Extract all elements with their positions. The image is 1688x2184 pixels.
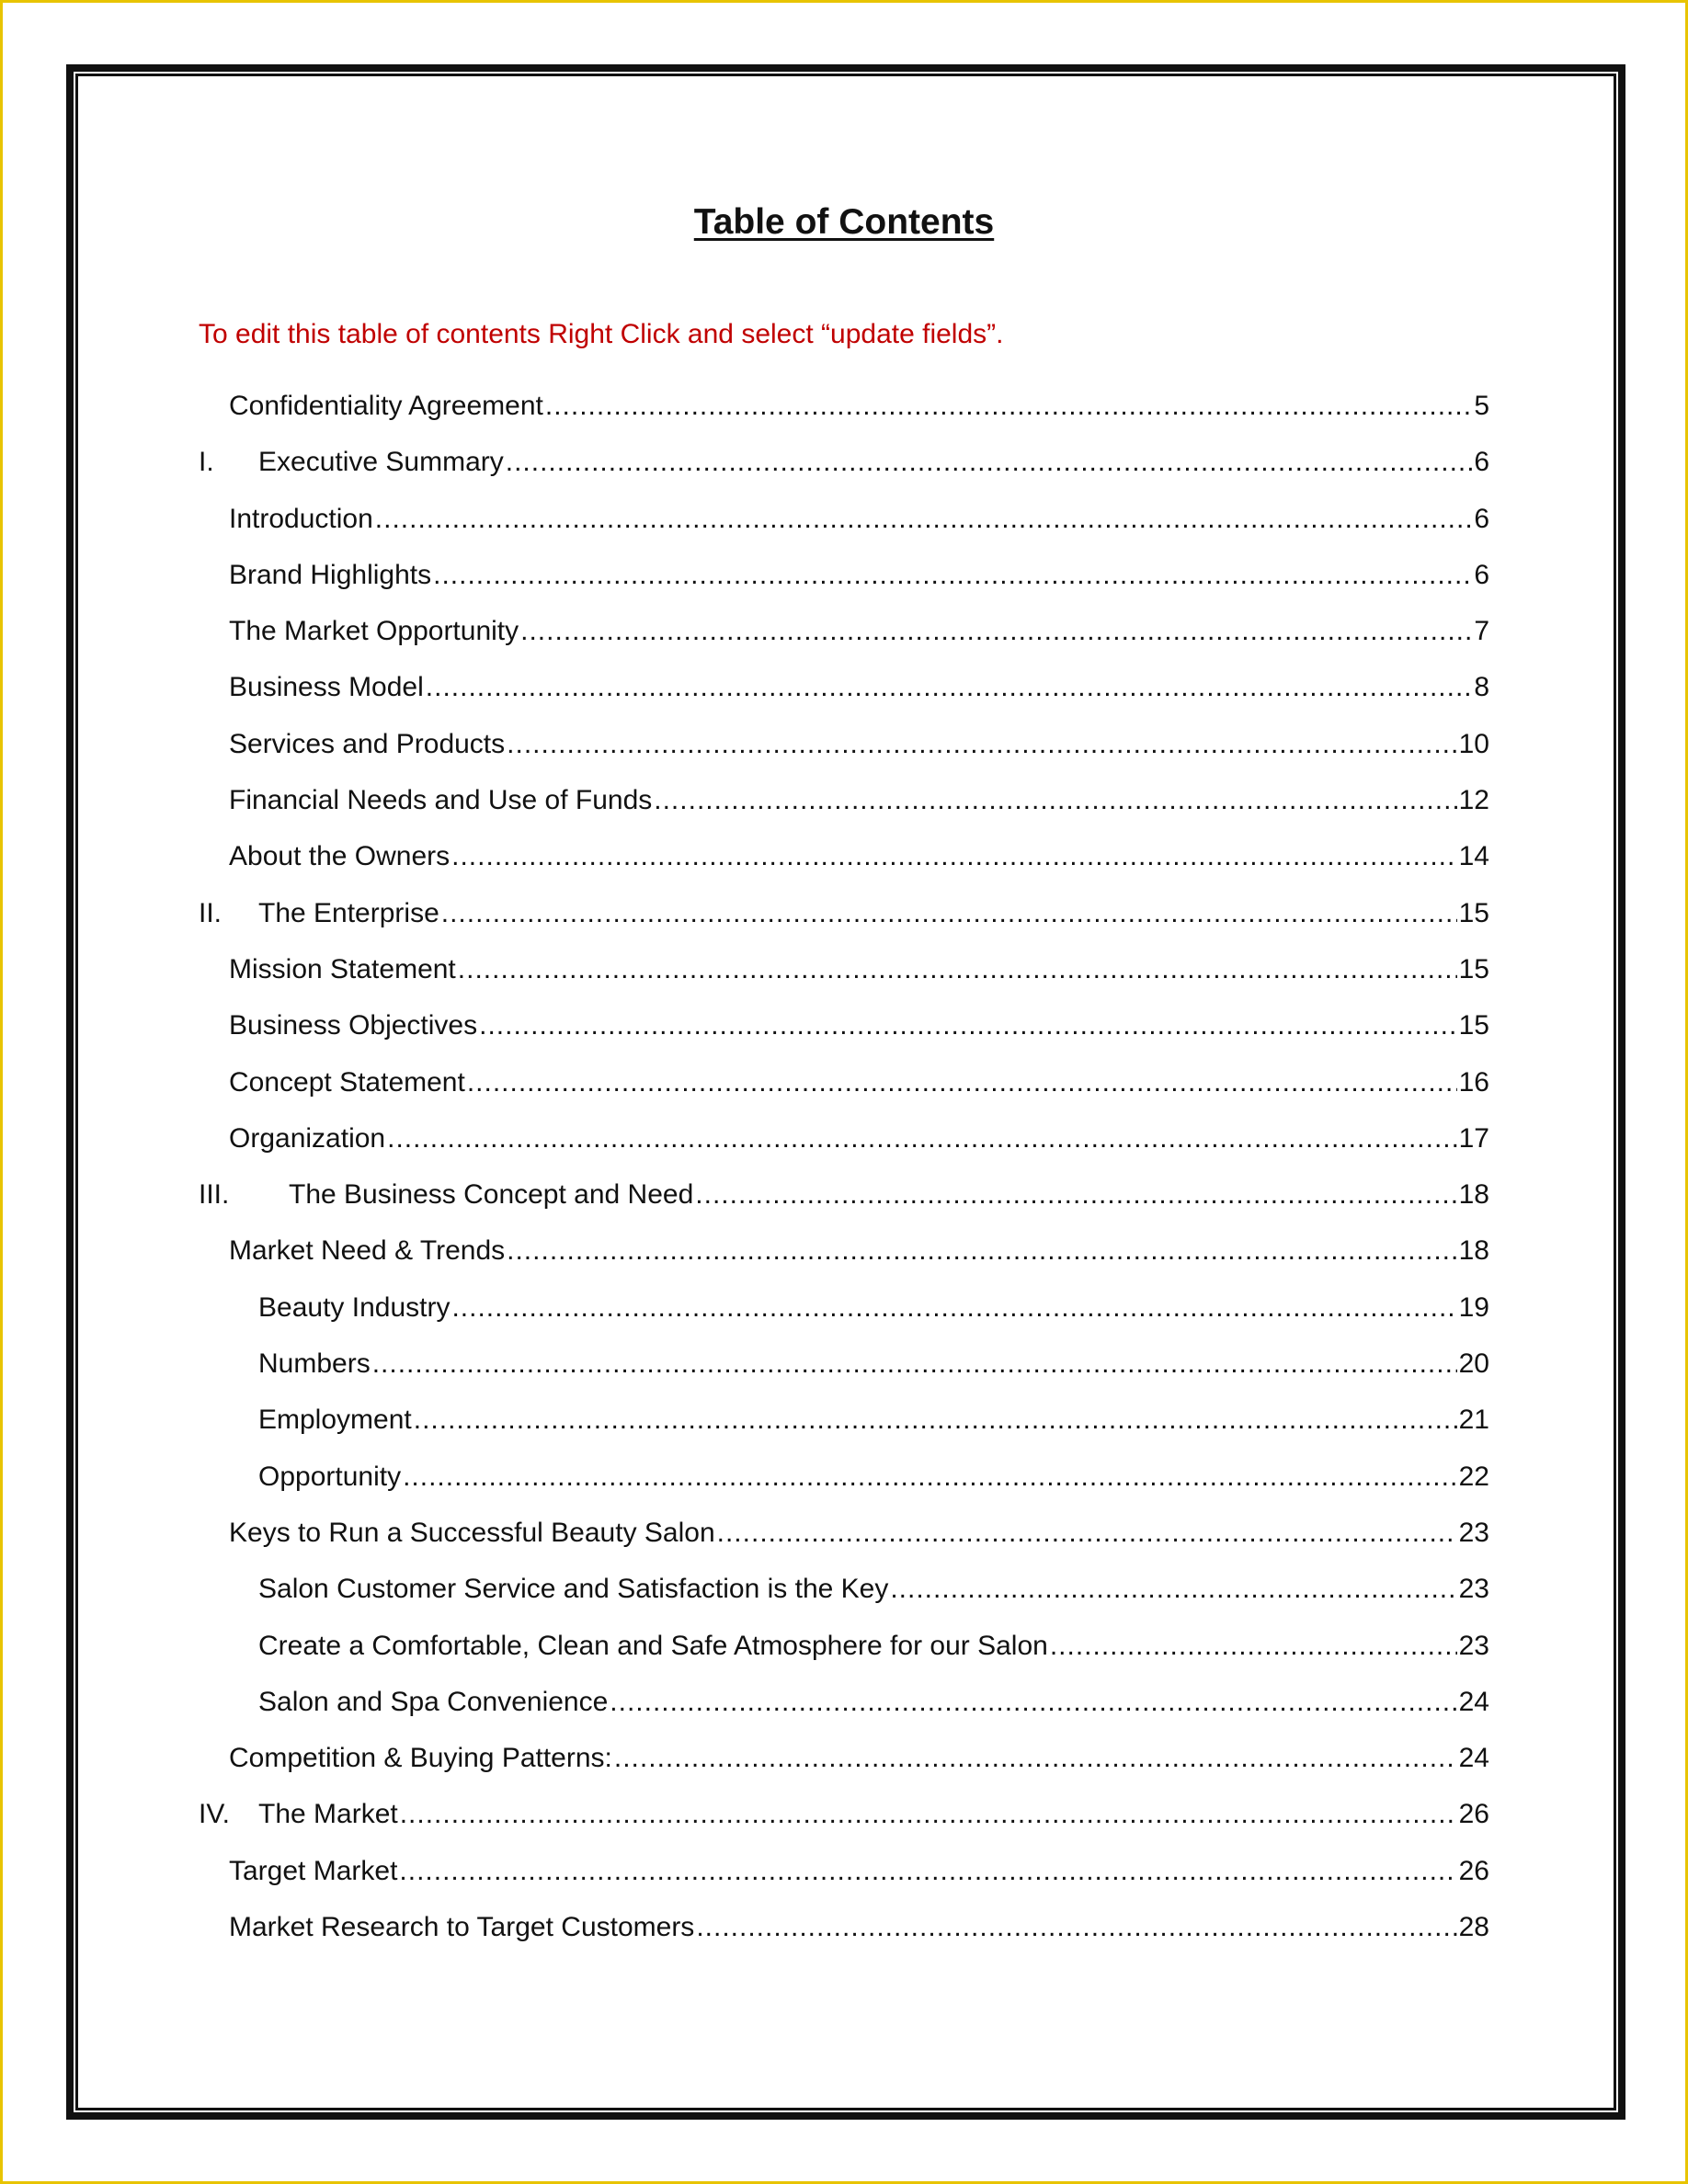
toc-entry[interactable]: [199, 835, 1489, 891]
toc-entry-label: Services and Products: [229, 728, 506, 759]
toc-entry-label: Organization: [229, 1122, 386, 1154]
toc-dot-leader: [403, 1455, 1457, 1499]
toc-entry-page: 15: [1458, 897, 1489, 928]
toc-entry-page: 22: [1458, 1461, 1489, 1492]
toc-dot-leader: [387, 1117, 1457, 1161]
toc-entry[interactable]: [199, 1680, 1489, 1736]
toc-entry-page: 5: [1474, 391, 1489, 421]
edit-instruction-note: To edit this table of contents Right Click and select “update fields”.: [199, 319, 1004, 349]
toc-entry-label: Brand Highlights: [229, 559, 432, 590]
toc-entry-label: The Market: [258, 1799, 398, 1830]
toc-dot-leader: [506, 440, 1473, 484]
toc-entry[interactable]: [199, 1567, 1489, 1623]
toc-entry-page: 18: [1458, 1235, 1489, 1267]
toc-entry-page: 26: [1458, 1799, 1489, 1830]
toc-dot-leader: [507, 722, 1456, 767]
toc-entry[interactable]: [199, 553, 1489, 609]
toc-entry-page: 19: [1458, 1291, 1489, 1323]
toc-entry-number: IV.: [199, 1799, 230, 1830]
toc-entry[interactable]: [199, 1905, 1489, 1962]
toc-entry-page: 16: [1458, 1066, 1489, 1098]
toc-entry-label: Market Need & Trends: [229, 1235, 506, 1267]
toc-entry-page: 21: [1458, 1405, 1489, 1436]
toc-entry-label: Introduction: [229, 503, 373, 534]
toc-dot-leader: [890, 1567, 1456, 1611]
toc-dot-leader: [1050, 1624, 1457, 1668]
toc-entry[interactable]: [199, 665, 1489, 722]
toc-entry[interactable]: [199, 1342, 1489, 1398]
toc-entry[interactable]: [199, 1117, 1489, 1173]
toc-dot-leader: [696, 1905, 1456, 1950]
toc-entry[interactable]: [199, 1792, 1489, 1848]
toc-entry[interactable]: [199, 384, 1489, 440]
toc-entry[interactable]: [199, 1455, 1489, 1511]
toc-entry-page: 24: [1458, 1686, 1489, 1717]
toc-entry[interactable]: [199, 948, 1489, 1004]
toc-entry-page: 10: [1458, 728, 1489, 759]
toc-entry[interactable]: [199, 892, 1489, 948]
toc-dot-leader: [451, 835, 1456, 879]
toc-entry-label: Numbers: [258, 1348, 371, 1380]
toc-entry[interactable]: [199, 779, 1489, 835]
toc-entry-label: Market Research to Target Customers: [229, 1912, 695, 1943]
toc-entry-label: Concept Statement: [229, 1066, 465, 1098]
toc-dot-leader: [375, 497, 1473, 541]
toc-dot-leader: [458, 948, 1457, 992]
toc-entry[interactable]: [199, 722, 1489, 779]
toc-entry-label: Mission Statement: [229, 953, 456, 984]
toc-entry-label: About the Owners: [229, 841, 451, 872]
toc-entry-page: 24: [1458, 1743, 1489, 1774]
toc-entry[interactable]: [199, 609, 1489, 665]
toc-entry[interactable]: [199, 440, 1489, 496]
toc-entry[interactable]: [199, 1398, 1489, 1454]
toc-entry-page: 26: [1458, 1855, 1489, 1886]
toc-dot-leader: [414, 1398, 1457, 1442]
toc-entry-label: Salon Customer Service and Satisfaction is the Key: [258, 1574, 889, 1605]
toc-entry-label: Business Objectives: [229, 1010, 478, 1041]
toc-entry[interactable]: [199, 1229, 1489, 1285]
toc-dot-leader: [695, 1173, 1456, 1217]
toc-entry[interactable]: [199, 497, 1489, 553]
toc-dot-leader: [399, 1849, 1456, 1894]
toc-entry-page: 15: [1458, 953, 1489, 984]
toc-dot-leader: [610, 1680, 1456, 1724]
toc-dot-leader: [520, 609, 1472, 654]
toc-entry-page: 6: [1474, 559, 1489, 590]
toc-entry-label: Beauty Industry: [258, 1291, 451, 1323]
toc-entry-label: Financial Needs and Use of Funds: [229, 785, 653, 816]
toc-entry[interactable]: [199, 1004, 1489, 1060]
toc-entry-page: 28: [1458, 1912, 1489, 1943]
toc-dot-leader: [717, 1511, 1457, 1555]
toc-entry-label: The Market Opportunity: [229, 616, 519, 647]
toc-dot-leader: [426, 665, 1473, 710]
toc-dot-leader: [400, 1792, 1457, 1837]
toc-entry-page: 23: [1458, 1630, 1489, 1661]
toc-dot-leader: [545, 384, 1472, 428]
toc-entry[interactable]: [199, 1849, 1489, 1905]
toc-entry-page: 20: [1458, 1348, 1489, 1380]
toc-entry-page: 15: [1458, 1010, 1489, 1041]
toc-entry-page: 12: [1458, 785, 1489, 816]
toc-entry-page: 23: [1458, 1517, 1489, 1548]
toc-dot-leader: [451, 1286, 1456, 1330]
toc-dot-leader: [433, 553, 1472, 597]
toc-entry-label: The Enterprise: [258, 897, 439, 928]
toc-entry[interactable]: [199, 1624, 1489, 1680]
toc-entry-label: Executive Summary: [258, 447, 504, 478]
toc-entry[interactable]: [199, 1736, 1489, 1792]
toc-entry-number: I.: [199, 447, 214, 478]
toc-entry-label: Salon and Spa Convenience: [258, 1686, 609, 1717]
toc-entry-number: III.: [199, 1179, 230, 1211]
toc-entry-label: Business Model: [229, 672, 424, 703]
toc-dot-leader: [441, 892, 1457, 936]
toc-dot-leader: [614, 1736, 1457, 1780]
toc-entry-label: Opportunity: [258, 1461, 402, 1492]
toc-entry-page: 18: [1458, 1179, 1489, 1211]
toc-dot-leader: [372, 1342, 1457, 1386]
toc-entry-label: Keys to Run a Successful Beauty Salon: [229, 1517, 715, 1548]
toc-entry-label: Create a Comfortable, Clean and Safe Atmosphere for our Salon: [258, 1630, 1048, 1661]
toc-dot-leader: [654, 779, 1456, 823]
toc-entry-page: 8: [1474, 672, 1489, 703]
toc-entry-label: The Business Concept and Need: [289, 1179, 694, 1211]
toc-entry-label: Target Market: [229, 1855, 398, 1886]
toc-dot-leader: [479, 1004, 1457, 1048]
toc-entry-label: Competition & Buying Patterns:: [229, 1743, 612, 1774]
toc-entry-page: 14: [1458, 841, 1489, 872]
toc-dot-leader: [507, 1229, 1456, 1273]
toc-entry-label: Employment: [258, 1405, 412, 1436]
toc-entry-number: II.: [199, 897, 222, 928]
table-of-contents: [199, 384, 1489, 1962]
toc-dot-leader: [467, 1061, 1457, 1105]
toc-entry[interactable]: [199, 1511, 1489, 1567]
toc-entry-page: 7: [1474, 616, 1489, 647]
toc-entry-page: 6: [1474, 447, 1489, 478]
toc-entry-label: Confidentiality Agreement: [229, 391, 543, 421]
toc-entry[interactable]: [199, 1061, 1489, 1117]
toc-entry-page: 23: [1458, 1574, 1489, 1605]
toc-entry[interactable]: [199, 1173, 1489, 1229]
toc-entry[interactable]: [199, 1286, 1489, 1342]
toc-entry-page: 17: [1458, 1122, 1489, 1154]
toc-entry-page: 6: [1474, 503, 1489, 534]
page-title: Table of Contents: [693, 202, 995, 242]
